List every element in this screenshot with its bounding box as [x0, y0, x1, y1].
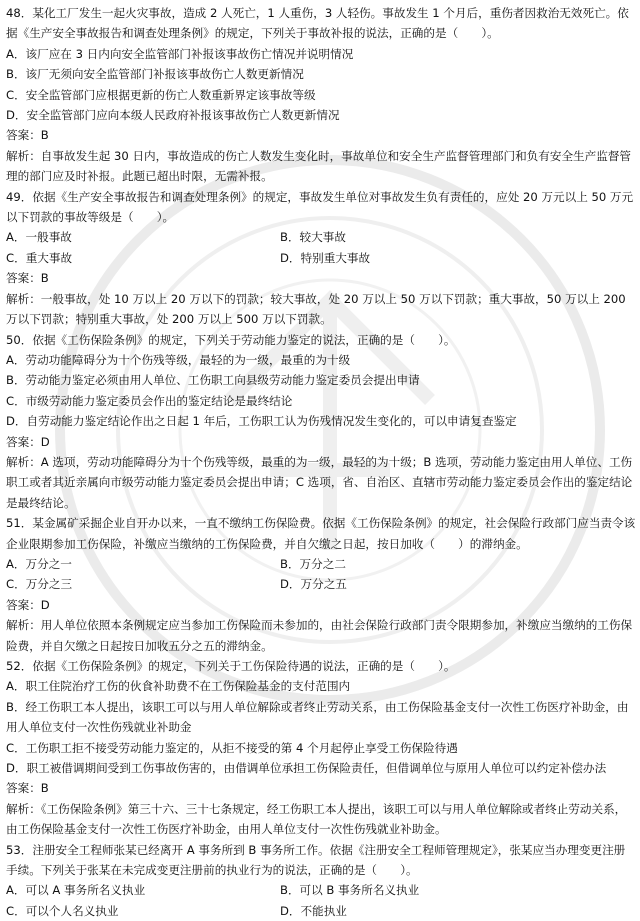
- option-a: A．职工住院治疗工伤的伙食补助费不在工伤保险基金的支付范围内: [6, 679, 351, 694]
- explanation: 解析：一般事故，处 10 万以上 20 万以下的罚款；较大事故，处 20 万以上 50 万以下罚款；重大事故，50 万以上 200 万以下罚款；特别重大事故，处 200 万以上 500 万以下罚款。: [6, 291, 626, 327]
- option-c: C．工伤职工拒不接受劳动能力鉴定的，从拒不接受的第 4 个月起停止享受工伤保险待遇: [6, 740, 458, 755]
- option-a: A．万分之一: [6, 556, 72, 571]
- options-grid: [6, 554, 636, 595]
- option-c: C．可以个人名义执业: [6, 903, 119, 918]
- option-d: D．特别重大事故: [280, 250, 371, 265]
- option-d: D．安全监管部门应向本级人民政府补报该事故伤亡人数更新情况: [6, 108, 340, 123]
- question-stem: 48．某化工厂发生一起火灾事故，造成 2 人死亡，1 人重伤，3 人轻伤。事故发生 1 个月后，重伤者因救治无效死亡。依据《生产安全事故报告和调查处理条例》的规定，下列关于事故补报的说法，正确的是（ ）。: [6, 6, 629, 41]
- explanation: 解析：用人单位依照本条例规定应当参加工伤保险而未参加的，由社会保险行政部门责令限期参加，补缴应当缴纳的工伤保险费，并自欠缴之日起按日加收五分之五的滞纳金。: [6, 618, 633, 653]
- explanation: 解析：自事故发生起 30 日内，事故造成的伤亡人数发生变化时，事故单位和安全生产监督管理部门和负有安全生产监督管理的部门应及时补报。此题已超出时限，无需补报。: [6, 148, 632, 184]
- explanation: 解析：《工伤保险条例》第三十六、三十七条规定，经工伤职工本人提出，该职工可以与用人单位解除或者终止劳动关系，由工伤保险基金支付一次性工伤医疗补助金，由用人单位支付一次性伤残就业补助金。: [6, 801, 627, 837]
- option-a: A．可以 A 事务所名义执业: [6, 883, 146, 898]
- option-d: D．职工被借调期间受到工伤事故伤害的，由借调单位承担工伤保险责任，但借调单位与原用人单位可以约定补偿办法: [6, 761, 607, 776]
- answer: 答案：D: [6, 434, 50, 449]
- options-grid: [6, 880, 636, 921]
- answer: 答案：D: [6, 597, 50, 612]
- options-grid: [6, 227, 636, 268]
- option-c: C．重大事故: [6, 250, 73, 265]
- question-stem: 51．某金属矿采掘企业自开办以来，一直不缴纳工伤保险费。依据《工伤保险条例》的规定，社会保险行政部门应当责令该企业限期参加工伤保险，补缴应当缴纳的工伤保险费，并自欠缴之日起，按日加收（ ）的滞纳金。: [6, 516, 636, 551]
- question-stem: 50．依据《工伤保险条例》的规定，下列关于劳动能力鉴定的说法，正确的是（ ）。: [6, 332, 456, 347]
- option-d: D．不能执业: [280, 903, 347, 918]
- option-b: B．劳动能力鉴定必须由用人单位、工伤职工向县级劳动能力鉴定委员会提出申请: [6, 373, 420, 388]
- question-stem: 53．注册安全工程师张某已经离开 A 事务所到 B 事务所工作。依据《注册安全工程师管理规定》，张某应当办理变更注册手续。下列关于张某在未完成变更注册前的执业行为的说法，正确的是（ ）。: [6, 842, 626, 878]
- option-a: A．一般事故: [6, 230, 72, 245]
- question-50: [6, 330, 636, 514]
- question-stem: 52．依据《工伤保险条例》的规定，下列关于工伤保险待遇的说法，正确的是（ ）。: [6, 659, 456, 673]
- option-b: B．该厂无须向安全监管部门补报该事故伤亡人数更新情况: [6, 67, 304, 82]
- option-a: A．该厂应在 3 日内向安全监管部门补报该事故伤亡情况并说明情况: [6, 46, 354, 61]
- option-c: C．安全监管部门应根据更新的伤亡人数重新界定该事故等级: [6, 87, 316, 102]
- option-a: A．劳动功能障碍分为十个伤残等级，最轻的为一级，最重的为十级: [6, 352, 351, 367]
- question-49: [6, 187, 636, 330]
- option-c: C．万分之三: [6, 577, 73, 592]
- question-53: [6, 840, 636, 921]
- option-b: B．万分之二: [280, 556, 346, 571]
- answer: 答案：B: [6, 128, 49, 143]
- question-stem: 49．依据《生产安全事故报告和调查处理条例》的规定，事故发生单位对事故发生负有责任的，应处 20 万元以上 50 万元以下罚款的事故等级是（ ）。: [6, 189, 634, 225]
- option-d: D．万分之五: [280, 577, 347, 592]
- question-52: [6, 656, 636, 840]
- question-51: [6, 513, 636, 656]
- option-b: B．较大事故: [280, 230, 346, 245]
- explanation: 解析：A 选项，劳动功能障碍分为十个伤残等级，最重的为一级，最轻的为十级；B 选项，劳动能力鉴定由用人单位、工伤职工或者其近亲属向市级劳动能力鉴定委员会提出申请；C 选项，省、自治区、直辖市劳动能力鉴定委员会作出的鉴定结论是最终结论。: [6, 454, 633, 510]
- option-b: B．经工伤职工本人提出，该职工可以与用人单位解除或者终止劳动关系，由工伤保险基金支付一次性工伤医疗补助金，由用人单位支付一次性伤残就业补助金: [6, 699, 629, 735]
- option-c: C．市级劳动能力鉴定委员会作出的鉴定结论是最终结论: [6, 393, 293, 408]
- answer: 答案：B: [6, 781, 49, 796]
- answer: 答案：B: [6, 271, 49, 286]
- option-b: B．可以 B 事务所名义执业: [280, 883, 420, 898]
- option-d: D．自劳动能力鉴定结论作出之日起 1 年后，工伤职工认为伤残情况发生变化的，可以申请复查鉴定: [6, 414, 517, 429]
- question-48: [6, 3, 636, 187]
